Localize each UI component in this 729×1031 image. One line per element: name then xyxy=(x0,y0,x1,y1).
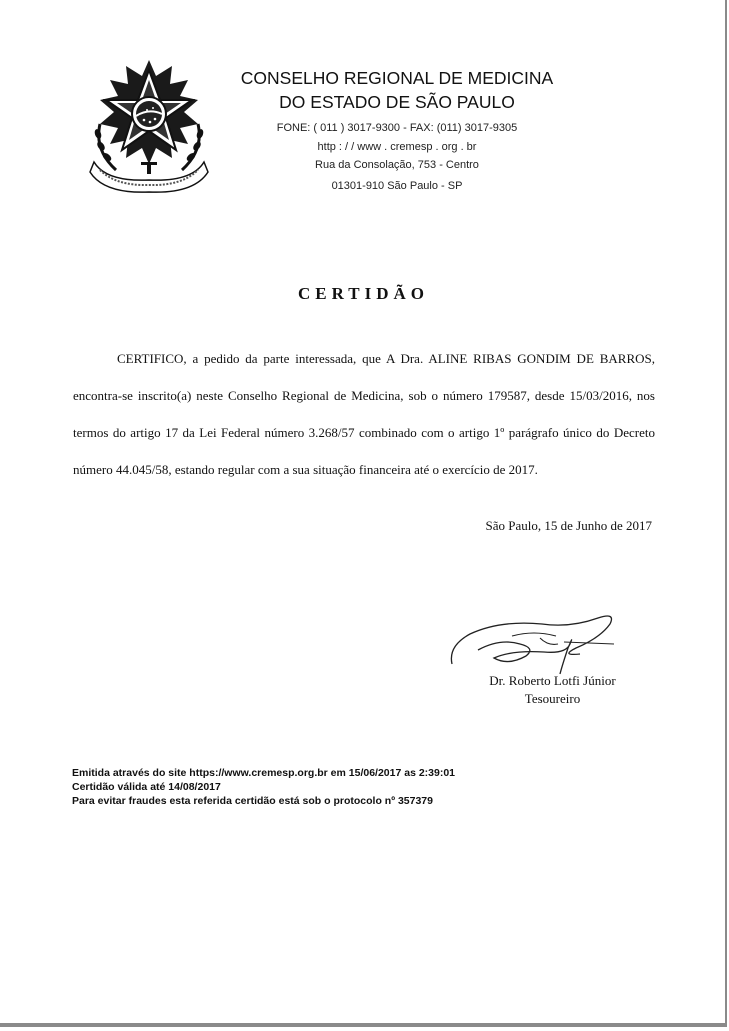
postal-text: 01301-910 São Paulo - SP xyxy=(331,180,463,192)
website-text: http : / / www . cremesp . org . br xyxy=(317,141,477,153)
coat-of-arms-icon xyxy=(86,58,212,194)
footer-info xyxy=(72,766,455,808)
handwritten-signature-icon xyxy=(448,608,620,676)
signer-name: Dr. Roberto Lotfi Júnior xyxy=(489,673,616,688)
certificate-body xyxy=(73,340,655,488)
footer-protocol-line: Para evitar fraudes esta referida certidão está sob o protocolo nº 357379 xyxy=(72,795,433,807)
phone-fax: FONE: ( 011 ) 3017-9300 - FAX: (011) 3017-9305 xyxy=(276,122,518,134)
footer-validity-line: Certidão válida até 14/08/2017 xyxy=(72,781,221,793)
address-text: Rua da Consolação, 753 - Centro xyxy=(315,159,479,171)
signer-role: Tesoureiro xyxy=(524,691,581,706)
footer-issue-line: Emitida através do site https://www.cremesp.org.br em 15/06/2017 as 2:39:01 xyxy=(72,767,456,779)
org-name-line2: DO ESTADO DE SÃO PAULO xyxy=(279,92,515,112)
document-title: CERTIDÃO xyxy=(297,284,430,303)
issue-date: São Paulo, 15 de Junho de 2017 xyxy=(485,518,652,533)
org-name-line1: CONSELHO REGIONAL DE MEDICINA xyxy=(240,68,554,88)
certificate-paragraph: CERTIFICO, a pedido da parte interessada, que A Dra. ALINE RIBAS GONDIM DE BARROS, encontra-se inscrito(a) neste Conselho Regional de Medicina, sob o número 179587, desde 15/03/2016, nos termos do artigo 17 da Lei Federal número 3.268/57 combinado com o artigo 1º parágrafo único do Decreto número 44.045/58, estando regular com a sua situação financeira até o exercício de 2017. xyxy=(73,351,655,477)
